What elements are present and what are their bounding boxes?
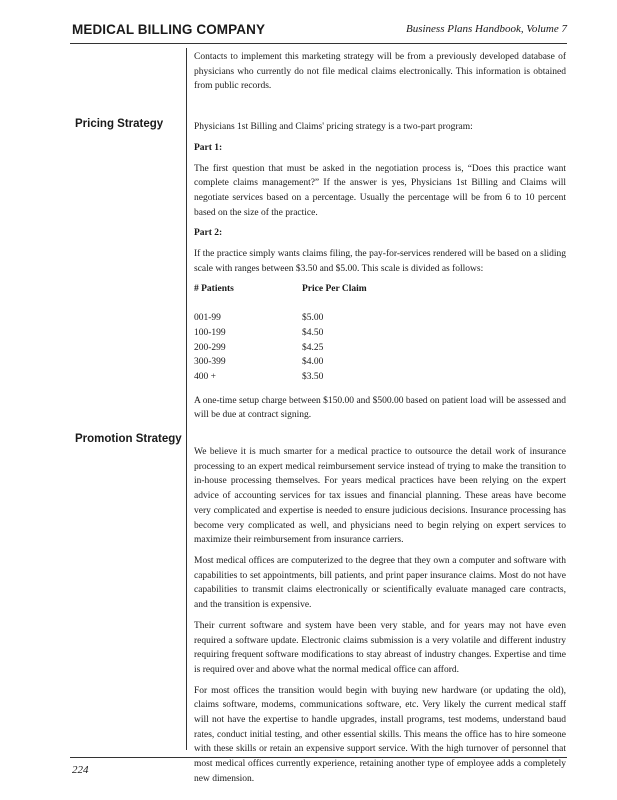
table-header-row — [194, 282, 566, 297]
column-header-patients: # Patients — [194, 284, 234, 295]
price-cell: $4.50 — [302, 327, 324, 338]
pricing-table — [194, 282, 566, 384]
table-row — [194, 355, 566, 370]
header-title: MEDICAL BILLING COMPANY — [72, 22, 266, 37]
patients-cell: 400 + — [194, 371, 216, 382]
table-row — [194, 341, 566, 356]
part1-paragraph: The first question that must be asked in the negotiation process is, “Does this practice want complete claims management?” If the answer is yes, Physicians 1st Billing and Claims will negotiate services based on a percentage. Usually the percentage will be from 6 to 10 percent based on the size of the practice. — [194, 163, 566, 218]
part2-label: Part 2: — [194, 228, 223, 239]
patients-cell: 200-299 — [194, 342, 226, 353]
table-row — [194, 370, 566, 385]
part2-paragraph: If the practice simply wants claims filing, the pay-for-services rendered will be based on a sliding scale with ranges between $3.50 and $5.00. This scale is divided as follows: — [194, 249, 566, 274]
section-heading-pricing: Pricing Strategy — [75, 118, 164, 130]
part1-label: Part 1: — [194, 142, 223, 153]
body-text — [194, 50, 566, 787]
price-cell: $4.25 — [302, 342, 324, 353]
promotion-paragraph-1: We believe it is much smarter for a medical practice to outsource the detail work of insurance processing to an expert medical reimbursement service instead of trying to make the transition to in-house processing themselves. For years medical practices have been relying on the expert advice of accounting services for tax issues and financial planning. These areas have become very complicated and expertise is needed to ensure judicious decisions. Insurance processing has become very complicated as well, and physicians need to begin relying on expert services to maximize their reimbursement from insurance carriers. — [194, 447, 566, 546]
price-cell: $4.00 — [302, 357, 324, 368]
column-divider — [186, 48, 187, 750]
intro-paragraph: Contacts to implement this marketing strategy will be from a previously developed database of physicians who currently do not file medical claims electronically. This information is obtained from public records. — [194, 52, 566, 92]
patients-cell: 100-199 — [194, 327, 226, 338]
table-row — [194, 326, 566, 341]
section-heading-promotion: Promotion Strategy — [75, 433, 182, 445]
header-book-title: Business Plans Handbook, Volume 7 — [405, 23, 567, 35]
promotion-paragraph-4: For most offices the transition would begin with buying new hardware (or updating the old), claims software, modems, communications software, etc. Very likely the current medical staff will not have the expertise to handle upgrades, install programs, test modems, understand baud rates, conduct initial testing, and other essential skills. This means the office has to hire someone with these skills or retain an expensive support service. With the high turnover of personnel that most medical offices currently experience, retaining another type of employee adds a completely new dimension. — [194, 685, 566, 784]
page-header — [70, 21, 567, 44]
pricing-intro: Physicians 1st Billing and Claims' pricing strategy is a two-part program: — [194, 122, 473, 133]
column-header-price: Price Per Claim — [302, 284, 367, 295]
footer-rule — [70, 757, 567, 758]
page-number: 224 — [72, 764, 89, 776]
patients-cell: 300-399 — [194, 357, 226, 368]
setup-charge-paragraph: A one-time setup charge between $150.00 and $500.00 based on patient load will be assessed and will be due at contract signing. — [194, 395, 566, 421]
table-row — [194, 311, 566, 326]
price-cell: $3.50 — [302, 371, 324, 382]
promotion-paragraph-3: Their current software and system have been very stable, and for years may not have even required a software update. Electronic claims submission is a very volatile and different industry requiring frequent software modifications to stay abreast of industry changes. Expertise and time is required over and above what the normal medical office can afford. — [194, 620, 566, 675]
price-cell: $5.00 — [302, 313, 324, 324]
promotion-paragraph-2: Most medical offices are computerized to the degree that they own a computer and software with capabilities to set appointments, bill patients, and print paper insurance claims. Most do not have capabilities to transmit claims electronically or scientifically evaluate managed care contracts, and the transition is expensive. — [194, 555, 566, 611]
patients-cell: 001-99 — [194, 313, 221, 324]
